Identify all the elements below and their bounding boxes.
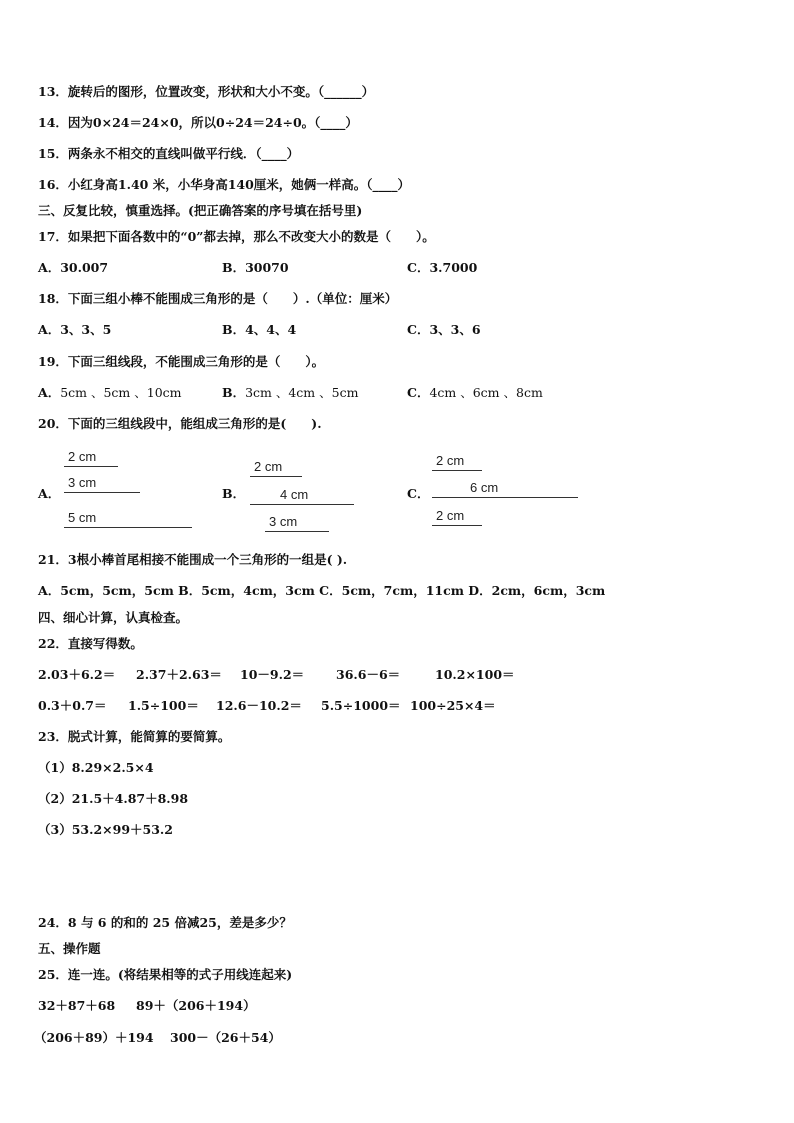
q20-a-segment-3-line <box>64 527 192 528</box>
question-18: 18．下面三组小棒不能围成三角形的是（ ）.（单位：厘米） <box>38 291 398 306</box>
q20-c-segment-2-line <box>432 497 578 498</box>
q19-option-c-text: 4cm 、6cm 、8cm <box>429 385 543 400</box>
question-17: 17．如果把下面各数中的“0”都去掉，那么不改变大小的数是（ ）。 <box>38 229 435 244</box>
q22-r2-c4: 5.5÷1000＝ <box>321 698 401 713</box>
q20-c-segment-2-label: 6 cm <box>470 480 499 495</box>
q19-option-b-text: 3cm 、4cm 、5cm <box>245 385 359 400</box>
question-16: 16．小红身高1.40 米，小华身高140厘米，她俩一样高。（____） <box>38 177 411 192</box>
q22-r2-c3: 12.6－10.2＝ <box>216 698 302 713</box>
q22-r1-c5: 10.2×100＝ <box>435 667 515 682</box>
q22-r1-c2: 2.37＋2.63＝ <box>136 667 222 682</box>
question-25: 25．连一连。(将结果相等的式子用线连起来) <box>38 967 293 982</box>
q23-item-1: （1）8.29×2.5×4 <box>38 760 154 775</box>
q20-b-segment-3-line <box>265 531 329 532</box>
q20-option-a-label: A． <box>38 486 61 501</box>
question-23: 23．脱式计算，能简算的要简算。 <box>38 729 231 744</box>
q22-r2-c2: 1.5÷100＝ <box>128 698 199 713</box>
q19-option-a-text: 5cm 、5cm 、10cm <box>60 385 182 400</box>
q25-left-1: 32＋87＋68 <box>38 998 116 1013</box>
q19-option-c-label: C． <box>407 385 430 400</box>
q20-a-segment-2-label: 3 cm <box>68 475 97 490</box>
q20-b-segment-2-label: 4 cm <box>280 487 309 502</box>
q20-b-segment-1-line <box>250 476 302 477</box>
q20-c-segment-3-line <box>432 525 482 526</box>
q22-r1-c4: 36.6－6＝ <box>336 667 401 682</box>
q20-c-segment-3-label: 2 cm <box>436 508 465 523</box>
question-21: 21．3根小棒首尾相接不能围成一个三角形的一组是( ). <box>38 552 348 567</box>
question-24: 24．8 与 6 的和的 25 倍减25，差是多少？ <box>38 915 292 930</box>
q20-a-segment-1-line <box>64 466 118 467</box>
question-20: 20．下面的三组线段中，能组成三角形的是( ). <box>38 416 322 431</box>
q25-right-1: 89＋（206＋194） <box>136 998 256 1013</box>
q20-c-segment-1-line <box>432 470 482 471</box>
q19-option-a <box>38 385 182 401</box>
q20-b-segment-1-label: 2 cm <box>254 459 283 474</box>
q22-r2-c1: 0.3＋0.7＝ <box>38 698 107 713</box>
q20-a-segment-1-label: 2 cm <box>68 449 97 464</box>
q17-option-c: C．3.7000 <box>407 260 478 275</box>
q19-option-c <box>407 385 543 401</box>
q25-left-2: （206＋89）＋194 <box>34 1030 154 1045</box>
q17-option-a: A．30.007 <box>38 260 109 275</box>
q25-right-2: 300－（26＋54） <box>170 1030 281 1045</box>
question-15: 15．两条永不相交的直线叫做平行线．（____） <box>38 146 300 161</box>
q20-option-c-label: C． <box>407 486 430 501</box>
question-19: 19．下面三组线段，不能围成三角形的是（ ）。 <box>38 354 325 369</box>
q20-b-segment-2-line <box>250 504 354 505</box>
q20-a-segment-2-line <box>64 492 140 493</box>
q17-option-b: B．30070 <box>222 260 289 275</box>
question-14: 14．因为0×24＝24×0，所以0÷24＝24÷0。（____） <box>38 115 358 130</box>
q21-options: A．5cm，5cm，5cm B．5cm，4cm，3cm C．5cm，7cm，11cm D．2cm，6cm，3cm <box>38 583 606 598</box>
question-13: 13．旋转后的图形，位置改变，形状和大小不变。（______） <box>38 84 375 99</box>
q18-option-a: A．3、3、5 <box>38 322 112 337</box>
q22-r2-c5: 100÷25×4＝ <box>410 698 496 713</box>
q20-c-segment-1-label: 2 cm <box>436 453 465 468</box>
q22-r1-c3: 10－9.2＝ <box>240 667 305 682</box>
q20-a-segment-3-label: 5 cm <box>68 510 97 525</box>
section-4-heading: 四、细心计算，认真检查。 <box>38 610 189 625</box>
q19-option-b-label: B． <box>222 385 246 400</box>
section-3-heading: 三、反复比较，慎重选择。(把正确答案的序号填在括号里) <box>38 203 363 218</box>
q18-option-b: B．4、4、4 <box>222 322 297 337</box>
q19-option-b <box>222 385 358 401</box>
q20-b-segment-3-label: 3 cm <box>269 514 298 529</box>
question-22: 22．直接写得数。 <box>38 636 143 651</box>
q23-item-3: （3）53.2×99＋53.2 <box>38 822 173 837</box>
q19-option-a-label: A． <box>38 385 61 400</box>
q23-item-2: （2）21.5＋4.87＋8.98 <box>38 791 189 806</box>
q22-r1-c1: 2.03＋6.2＝ <box>38 667 116 682</box>
q20-option-b-label: B． <box>222 486 246 501</box>
section-5-heading: 五、操作题 <box>38 941 101 956</box>
q18-option-c: C．3、3、6 <box>407 322 481 337</box>
